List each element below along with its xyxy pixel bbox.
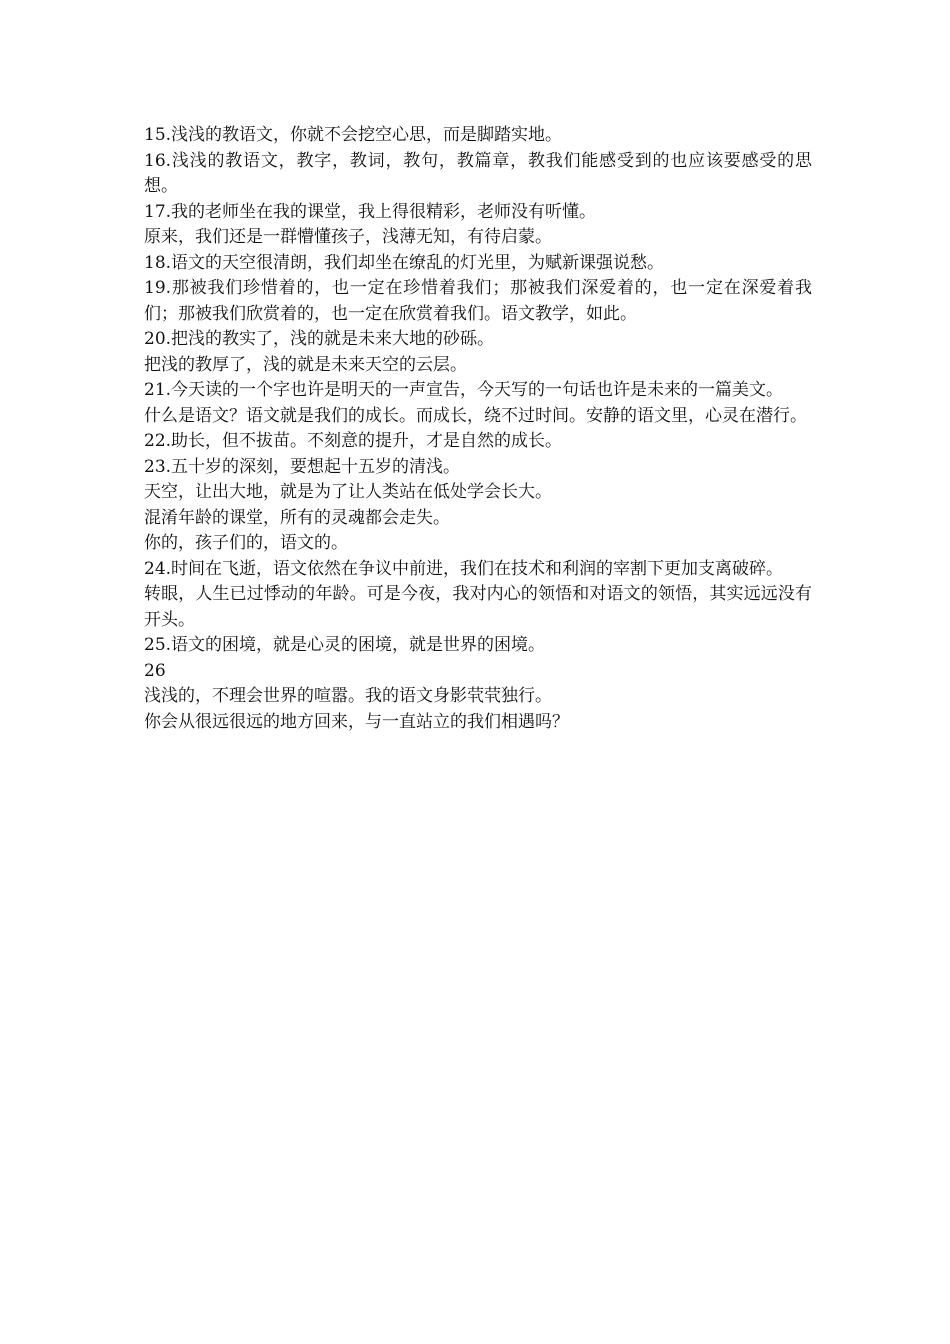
paragraph-20: 20.把浅的教实了，浅的就是未来大地的砂砾。 xyxy=(144,329,495,349)
paragraph-23-line-3: 混淆年龄的课堂，所有的灵魂都会走失。 xyxy=(144,507,450,528)
paragraph-23: 23.五十岁的深刻，要想起十五岁的清浅。 xyxy=(144,456,461,477)
paragraph-23-line-4: 你的，孩子们的，语文的。 xyxy=(144,533,348,553)
paragraph-24-continued: 转眼，人生已过悸动的年龄。可是今夜，我对内心的领悟和对语文的领悟，其实远远没有开头。 xyxy=(144,584,812,630)
paragraph-23-line-2: 天空，让出大地，就是为了让人类站在低处学会长大。 xyxy=(144,482,552,502)
paragraph-19: 19.那被我们珍惜着的，也一定在珍惜着我们；那被我们深爱着的，也一定在深爱着我们；那被我们欣赏着的，也一定在欣赏着我们。语文教学，如此。 xyxy=(144,278,812,324)
paragraph-17-continued: 原来，我们还是一群懵懂孩子，浅薄无知，有待启蒙。 xyxy=(144,227,552,247)
paragraph-21-continued: 什么是语文？语文就是我们的成长。而成长，绕不过时间。安静的语文里，心灵在潜行。 xyxy=(144,405,807,426)
paragraph-26-number: 26 xyxy=(144,660,166,681)
document-body xyxy=(144,123,812,735)
paragraph-18: 18.语文的天空很清朗，我们却坐在缭乱的灯光里，为赋新课强说愁。 xyxy=(144,252,665,273)
paragraph-15: 15.浅浅的教语文，你就不会挖空心思，而是脚踏实地。 xyxy=(144,125,563,145)
paragraph-20-continued: 把浅的教厚了，浅的就是未来天空的云层。 xyxy=(144,354,467,375)
paragraph-17: 17.我的老师坐在我的课堂，我上得很精彩，老师没有听懂。 xyxy=(144,201,597,222)
paragraph-26: 浅浅的，不理会世界的喧嚣。我的语文身影茕茕独行。 xyxy=(144,686,552,706)
paragraph-24: 24.时间在飞逝，语文依然在争议中前进，我们在技术和利润的宰割下更加支离破碎。 xyxy=(144,558,784,579)
paragraph-25: 25.语文的困境，就是心灵的困境，就是世界的困境。 xyxy=(144,635,546,655)
paragraph-26-continued: 你会从很远很远的地方回来，与一直站立的我们相遇吗？ xyxy=(144,711,569,732)
paragraph-21: 21.今天读的一个字也许是明天的一声宣告，今天写的一句话也许是未来的一篇美文。 xyxy=(144,380,784,400)
paragraph-16: 16.浅浅的教语文，教字，教词，教句，教篇章，教我们能感受到的也应该要感受的思想。 xyxy=(144,150,812,196)
paragraph-22: 22.助长，但不拔苗。不刻意的提升，才是自然的成长。 xyxy=(144,431,563,451)
